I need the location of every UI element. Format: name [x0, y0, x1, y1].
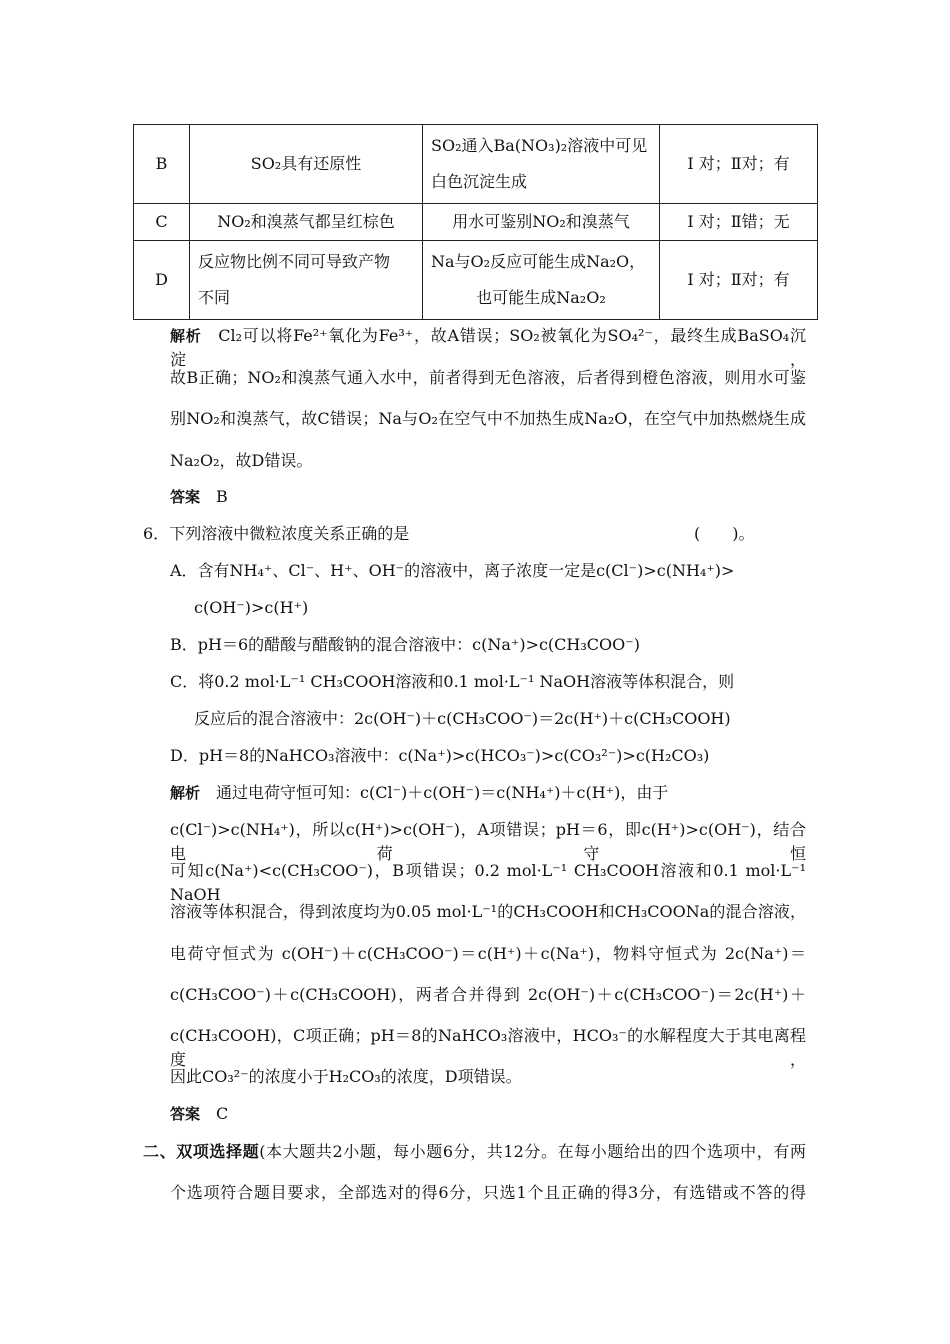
statement-1-line: 反应物比例不同可导致产物: [198, 252, 391, 271]
answer-blank: ( )。: [694, 524, 755, 543]
options-table: [133, 124, 818, 320]
statement-2-line: SO₂通入Ba(NO₃)₂溶液中可见: [431, 136, 648, 155]
analysis-label: 解析: [170, 784, 201, 802]
analysis-text: Cl₂可以将Fe²⁺氧化为Fe³⁺，故A错误；SO₂被氧化为SO₄²⁻，最终生成BaSO₄沉淀，: [170, 326, 806, 369]
statement-2-line: 白色沉淀生成: [431, 172, 528, 191]
table-row: [134, 204, 818, 241]
table-row: [134, 241, 818, 320]
analysis-line: [170, 324, 806, 372]
statement-1-line: 不同: [198, 288, 231, 307]
statement-1: SO₂具有还原性: [190, 125, 423, 204]
analysis-line: c(Cl⁻)>c(NH₄⁺)，所以c(H⁺)>c(OH⁻)，A项错误；pH＝6，即c(H⁺)>c(OH⁻)，结合电荷守恒: [170, 820, 806, 863]
section-intro: (本大题共2小题，每小题6分，共12分。在每小题给出的四个选项中，有两: [259, 1142, 806, 1161]
option-a: A．含有NH₄⁺、Cl⁻、H⁺、OH⁻的溶液中，离子浓度一定是c(Cl⁻)>c(NH₄⁺)>: [170, 561, 735, 580]
row-letter: D: [134, 241, 190, 320]
analysis-line: c(CH₃COOH)，C项正确；pH＝8的NaHCO₃溶液中，HCO₃⁻的水解程度大于其电离程度，: [170, 1026, 806, 1069]
analysis-line: 因此CO₃²⁻的浓度小于H₂CO₃的浓度，D项错误。: [170, 1067, 522, 1086]
table-row: [134, 125, 818, 204]
option-c-cont: 反应后的混合溶液中：2c(OH⁻)＋c(CH₃COO⁻)＝2c(H⁺)＋c(CH₃COOH): [194, 709, 731, 728]
judgment: Ⅰ 对；Ⅱ错；无: [660, 204, 818, 241]
analysis-line: Na₂O₂，故D错误。: [170, 451, 313, 470]
section-heading: [143, 1140, 806, 1164]
section-title: 二、双项选择题: [143, 1142, 260, 1161]
analysis-line: [170, 781, 668, 805]
option-c: C．将0.2 mol·L⁻¹ CH₃COOH溶液和0.1 mol·L⁻¹ NaOH溶液等体积混合，则: [170, 672, 735, 691]
judgment: Ⅰ 对；Ⅱ对；有: [660, 241, 818, 320]
statement-2-line: 也可能生成Na₂O₂: [476, 288, 606, 307]
analysis-line: 溶液等体积混合，得到浓度均为0.05 mol·L⁻¹的CH₃COOH和CH₃COONa的混合溶液，: [170, 902, 806, 921]
option-a-cont: c(OH⁻)>c(H⁺): [194, 598, 309, 617]
analysis-label: 解析: [170, 327, 202, 345]
statement-1: [190, 241, 423, 320]
answer-label: 答案: [170, 1105, 201, 1123]
row-letter: C: [134, 204, 190, 241]
statement-2: 用水可鉴别NO₂和溴蒸气: [423, 204, 660, 241]
section-intro-line: 个选项符合题目要求，全部选对的得6分，只选1个且正确的得3分，有选错或不答的得: [170, 1183, 806, 1202]
statement-2: [423, 241, 660, 320]
answer-label: 答案: [170, 488, 201, 506]
option-d: D．pH＝8的NaHCO₃溶液中：c(Na⁺)>c(HCO₃⁻)>c(CO₃²⁻)>c(H₂CO₃): [170, 746, 710, 765]
answer-line: [170, 1102, 228, 1126]
analysis-text: 通过电荷守恒可知：c(Cl⁻)＋c(OH⁻)＝c(NH₄⁺)＋c(H⁺)，由于: [216, 783, 669, 802]
answer-value: C: [216, 1104, 229, 1123]
analysis-line: 电荷守恒式为 c(OH⁻)＋c(CH₃COO⁻)＝c(H⁺)＋c(Na⁺)，物料守恒式为 2c(Na⁺)＝: [170, 944, 806, 963]
row-letter: B: [134, 125, 190, 204]
analysis-line: 别NO₂和溴蒸气，故C错误；Na与O₂在空气中不加热生成Na₂O，在空气中加热燃烧生成: [170, 409, 806, 428]
judgment: Ⅰ 对；Ⅱ对；有: [660, 125, 818, 204]
answer-line: [170, 485, 228, 509]
question-number: 6．: [143, 524, 170, 543]
question-stem: [143, 522, 409, 546]
statement-2: [423, 125, 660, 204]
option-b: B．pH＝6的醋酸与醋酸钠的混合溶液中：c(Na⁺)>c(CH₃COO⁻): [170, 635, 640, 654]
analysis-line: 故B正确；NO₂和溴蒸气通入水中，前者得到无色溶液，后者得到橙色溶液，则用水可鉴: [170, 368, 806, 387]
analysis-line: 可知c(Na⁺)<c(CH₃COO⁻)，B项错误；0.2 mol·L⁻¹ CH₃COOH溶液和0.1 mol·L⁻¹ NaOH: [170, 861, 806, 904]
question-text: 下列溶液中微粒浓度关系正确的是: [169, 524, 410, 543]
statement-1: NO₂和溴蒸气都呈红棕色: [190, 204, 423, 241]
answer-value: B: [216, 487, 228, 506]
statement-2-line: Na与O₂反应可能生成Na₂O，: [431, 252, 646, 271]
analysis-line: c(CH₃COO⁻)＋c(CH₃COOH)，两者合并得到 2c(OH⁻)＋c(CH₃COO⁻)＝2c(H⁺)＋: [170, 985, 806, 1004]
